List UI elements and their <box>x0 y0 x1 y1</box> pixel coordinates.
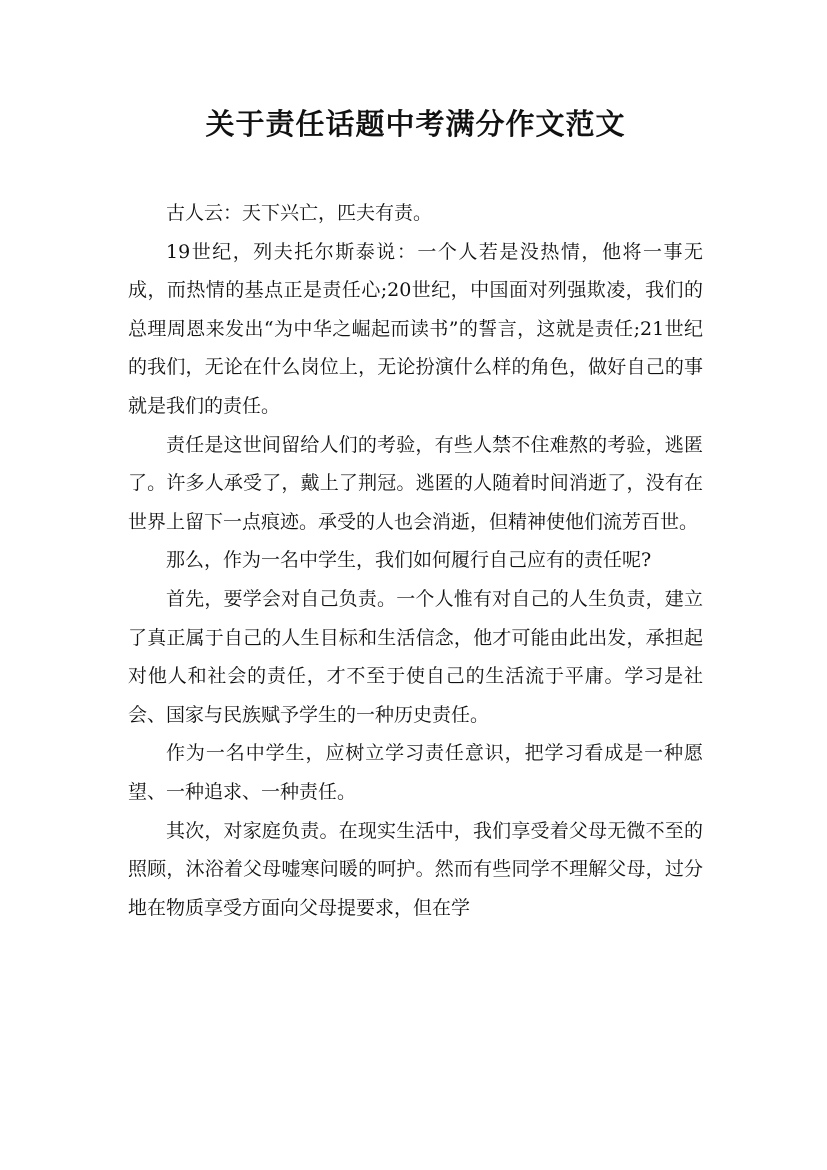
paragraph: 首先，要学会对自己负责。一个人惟有对自己的人生负责，建立了真正属于自己的人生目标和生活信念，他才可能由此出发，承担起对他人和社会的责任，才不至于使自己的生活流于平庸。学习是社会、国家与民族赋予学生的一种历史责任。 <box>128 587 703 726</box>
document-title: 关于责任话题中考满分作文范文 <box>205 107 626 141</box>
document-body <box>128 194 703 927</box>
paragraph: 那么，作为一名中学生，我们如何履行自己应有的责任呢? <box>166 549 652 572</box>
paragraph: 19世纪，列夫托尔斯泰说：一个人若是没热情，他将一事无成，而热情的基点正是责任心;20世纪，中国面对列强欺凌，我们的总理周恩来发出“为中华之崛起而读书”的誓言，这就是责任;21世纪的我们，无论在什么岗位上，无论扮演什么样的角色，做好自己的事就是我们的责任。 <box>128 240 703 417</box>
paragraph: 责任是这世间留给人们的考验，有些人禁不住难熬的考验，逃匿了。许多人承受了，戴上了荆冠。逃匿的人随着时间消逝了，没有在世界上留下一点痕迹。承受的人也会消逝，但精神使他们流芳百世。 <box>128 433 703 533</box>
paragraph: 古人云：天下兴亡，匹夫有责。 <box>166 202 433 224</box>
paragraph: 其次，对家庭负责。在现实生活中，我们享受着父母无微不至的照顾，沐浴着父母嘘寒问暖的呵护。然而有些同学不理解父母，过分地在物质享受方面向父母提要求，但在学 <box>128 819 703 919</box>
paragraph: 作为一名中学生，应树立学习责任意识，把学习看成是一种愿望、一种追求、一种责任。 <box>128 742 703 803</box>
